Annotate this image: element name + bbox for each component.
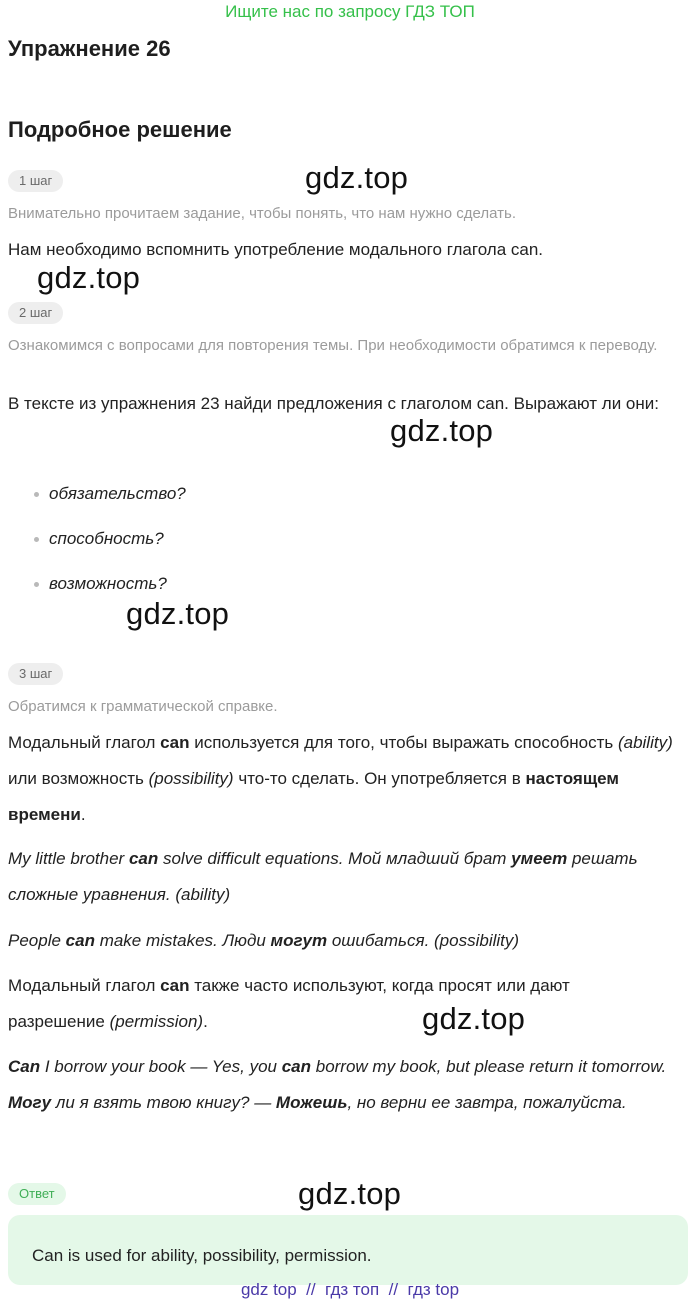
text-fragment: используется для того, чтобы выражать способность — [189, 733, 618, 752]
step-hint: Внимательно прочитаем задание, чтобы понять, что нам нужно сделать. — [8, 205, 517, 222]
term: (permission) — [109, 1012, 204, 1031]
answer-badge — [8, 1183, 66, 1205]
keyword: can — [65, 931, 95, 950]
example-3 — [8, 1049, 690, 1121]
text-fragment: решать сложные уравнения. (ability) — [8, 849, 638, 904]
text-fragment: . — [80, 805, 86, 824]
footer-links[interactable]: gdz top // гдз топ // гдз top — [240, 1280, 460, 1299]
watermark: gdz.top — [390, 413, 494, 448]
text-fragment: или возможность — [8, 769, 149, 788]
keyword: Могу — [8, 1093, 52, 1112]
example-1 — [8, 841, 690, 913]
keyword: Can — [8, 1057, 41, 1076]
text-fragment: make mistakes. Люди — [94, 931, 271, 950]
keyword: Можешь — [275, 1093, 348, 1112]
watermark: gdz.top — [298, 1176, 402, 1211]
text-fragment: ли я взять твою книгу? — — [51, 1093, 276, 1112]
rule-paragraph — [8, 725, 690, 833]
text-fragment: Модальный глагол — [8, 976, 161, 995]
keyword: can — [160, 733, 190, 752]
watermark: gdz.top — [305, 160, 409, 195]
section-title: Подробное решение — [8, 117, 232, 142]
list-item: способность? — [8, 527, 688, 572]
permission-paragraph — [8, 968, 668, 1040]
list-item: возможность? — [8, 572, 688, 617]
text-fragment: . — [203, 1012, 208, 1031]
keyword: умеет — [511, 849, 568, 868]
step-badge-2 — [8, 302, 63, 324]
watermark: gdz.top — [126, 596, 230, 631]
list-item: обязательство? — [8, 482, 688, 527]
question-list — [8, 482, 688, 617]
step-hint: Ознакомимся с вопросами для повторения темы. При необходимости обратимся к переводу. — [8, 337, 658, 354]
step-hint: Обратимся к грамматической справке. — [8, 698, 278, 715]
keyword: can — [281, 1057, 312, 1076]
text-fragment: Модальный глагол — [8, 733, 161, 752]
text-fragment: My little brother — [8, 849, 129, 868]
example-2 — [8, 923, 690, 959]
keyword: могут — [270, 931, 328, 950]
answer-label: Ответ — [8, 1183, 66, 1205]
search-banner[interactable]: Ищите нас по запросу ГДЗ ТОП — [225, 2, 475, 21]
text-fragment: borrow my book, but please return it tomorrow. — [311, 1057, 667, 1076]
step-text: Нам необходимо вспомнить употребление модального глагола can. — [8, 240, 544, 259]
step-label: 1 шаг — [8, 170, 63, 192]
step-badge-1 — [8, 170, 63, 192]
answer-text: Can is used for ability, possibility, permission. — [32, 1246, 372, 1265]
step-badge-3 — [8, 663, 63, 685]
text-fragment: People — [8, 931, 66, 950]
term: (possibility) — [148, 769, 234, 788]
step-label: 3 шаг — [8, 663, 63, 685]
text-fragment: также часто используют, когда просят или дают разрешение — [8, 976, 570, 1031]
text-fragment: solve difficult equations. Мой младший брат — [158, 849, 512, 868]
step-text: В тексте из упражнения 23 найди предложения с глаголом can. Выражают ли они: — [8, 394, 659, 413]
text-fragment: что-то сделать. Он употребляется в — [233, 769, 526, 788]
keyword: can — [128, 849, 159, 868]
term: (ability) — [617, 733, 673, 752]
text-fragment: , но верни ее завтра, пожалуйста. — [347, 1093, 627, 1112]
watermark: gdz.top — [422, 1001, 526, 1036]
text-fragment: ошибаться. (possibility) — [327, 931, 520, 950]
watermark: gdz.top — [37, 260, 141, 295]
step-label: 2 шаг — [8, 302, 63, 324]
keyword: настоящем времени — [8, 769, 619, 824]
page-title: Упражнение 26 — [8, 36, 171, 61]
text-fragment: I borrow your book — Yes, you — [40, 1057, 282, 1076]
keyword: can — [160, 976, 190, 995]
